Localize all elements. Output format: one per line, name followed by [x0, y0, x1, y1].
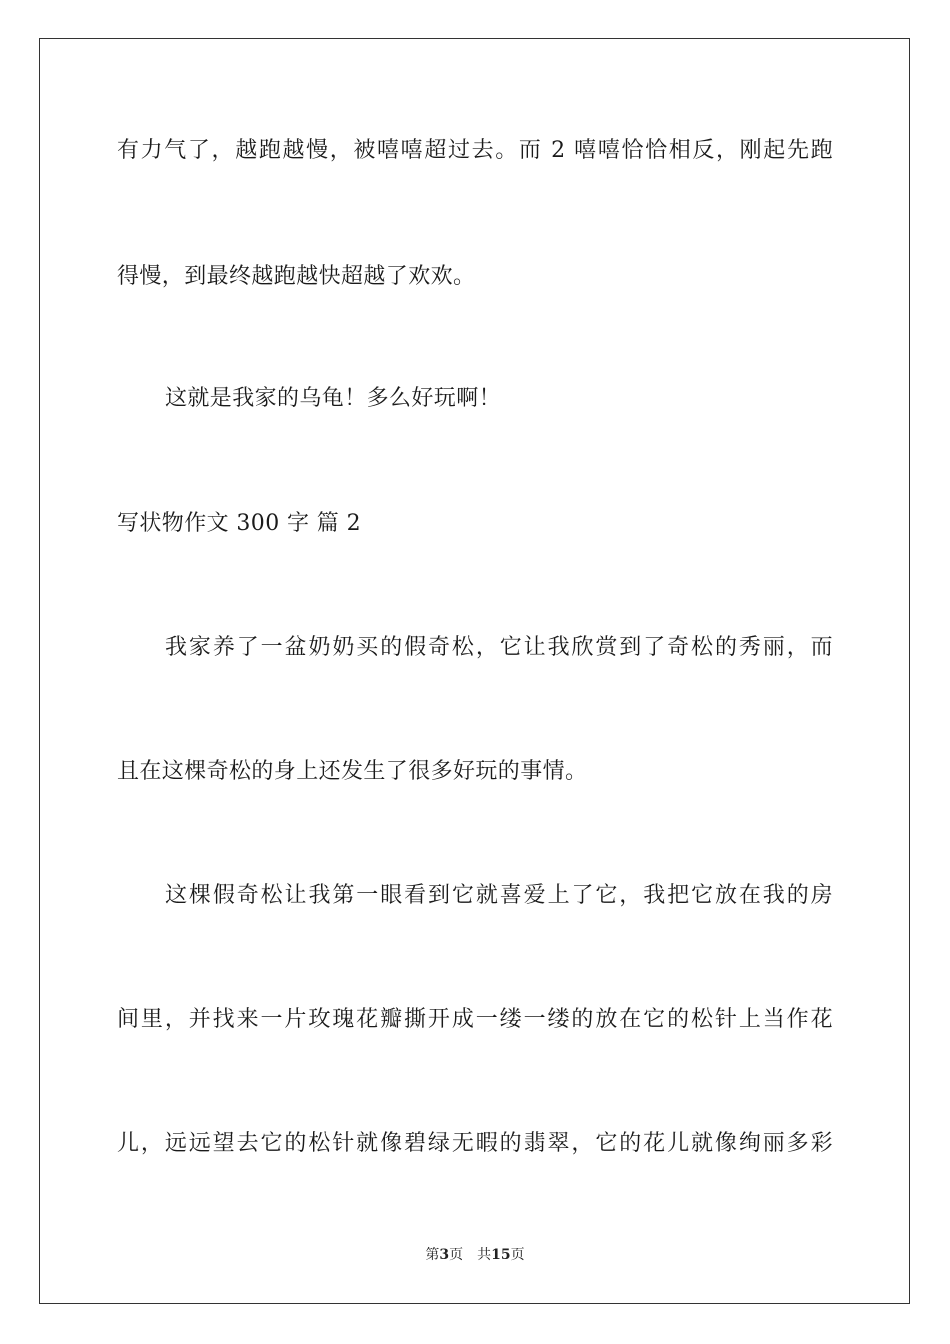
paragraph-line: 有力气了，越跑越慢，被嘻嘻超过去。而 2 嘻嘻恰恰相反，刚起先跑: [117, 138, 833, 163]
footer-total-suffix: 页: [510, 1247, 525, 1263]
footer-page-prefix: 第: [425, 1247, 440, 1263]
footer-total-prefix: 共: [477, 1247, 492, 1263]
footer-total-pages: 15: [491, 1247, 511, 1263]
page-footer: [0, 1245, 950, 1265]
paragraph-line: 且在这棵奇松的身上还发生了很多好玩的事情。: [117, 759, 588, 784]
paragraph-line: 这就是我家的乌龟！多么好玩啊！: [165, 386, 502, 411]
footer-page-suffix: 页: [449, 1247, 464, 1263]
paragraph-line: 儿，远远望去它的松针就像碧绿无暇的翡翠，它的花儿就像绚丽多彩: [117, 1131, 833, 1156]
paragraph-line: 得慢，到最终越跑越快超越了欢欢。: [117, 264, 476, 289]
section-heading: 写状物作文 300 字 篇 2: [117, 511, 361, 536]
footer-page-number: 3: [439, 1247, 450, 1263]
page-border: [39, 38, 910, 1304]
paragraph-line: 这棵假奇松让我第一眼看到它就喜爱上了它，我把它放在我的房: [165, 883, 833, 908]
paragraph-line: 我家养了一盆奶奶买的假奇松，它让我欣赏到了奇松的秀丽，而: [165, 635, 833, 660]
paragraph-line: 间里，并找来一片玫瑰花瓣撕开成一缕一缕的放在它的松针上当作花: [117, 1007, 833, 1032]
